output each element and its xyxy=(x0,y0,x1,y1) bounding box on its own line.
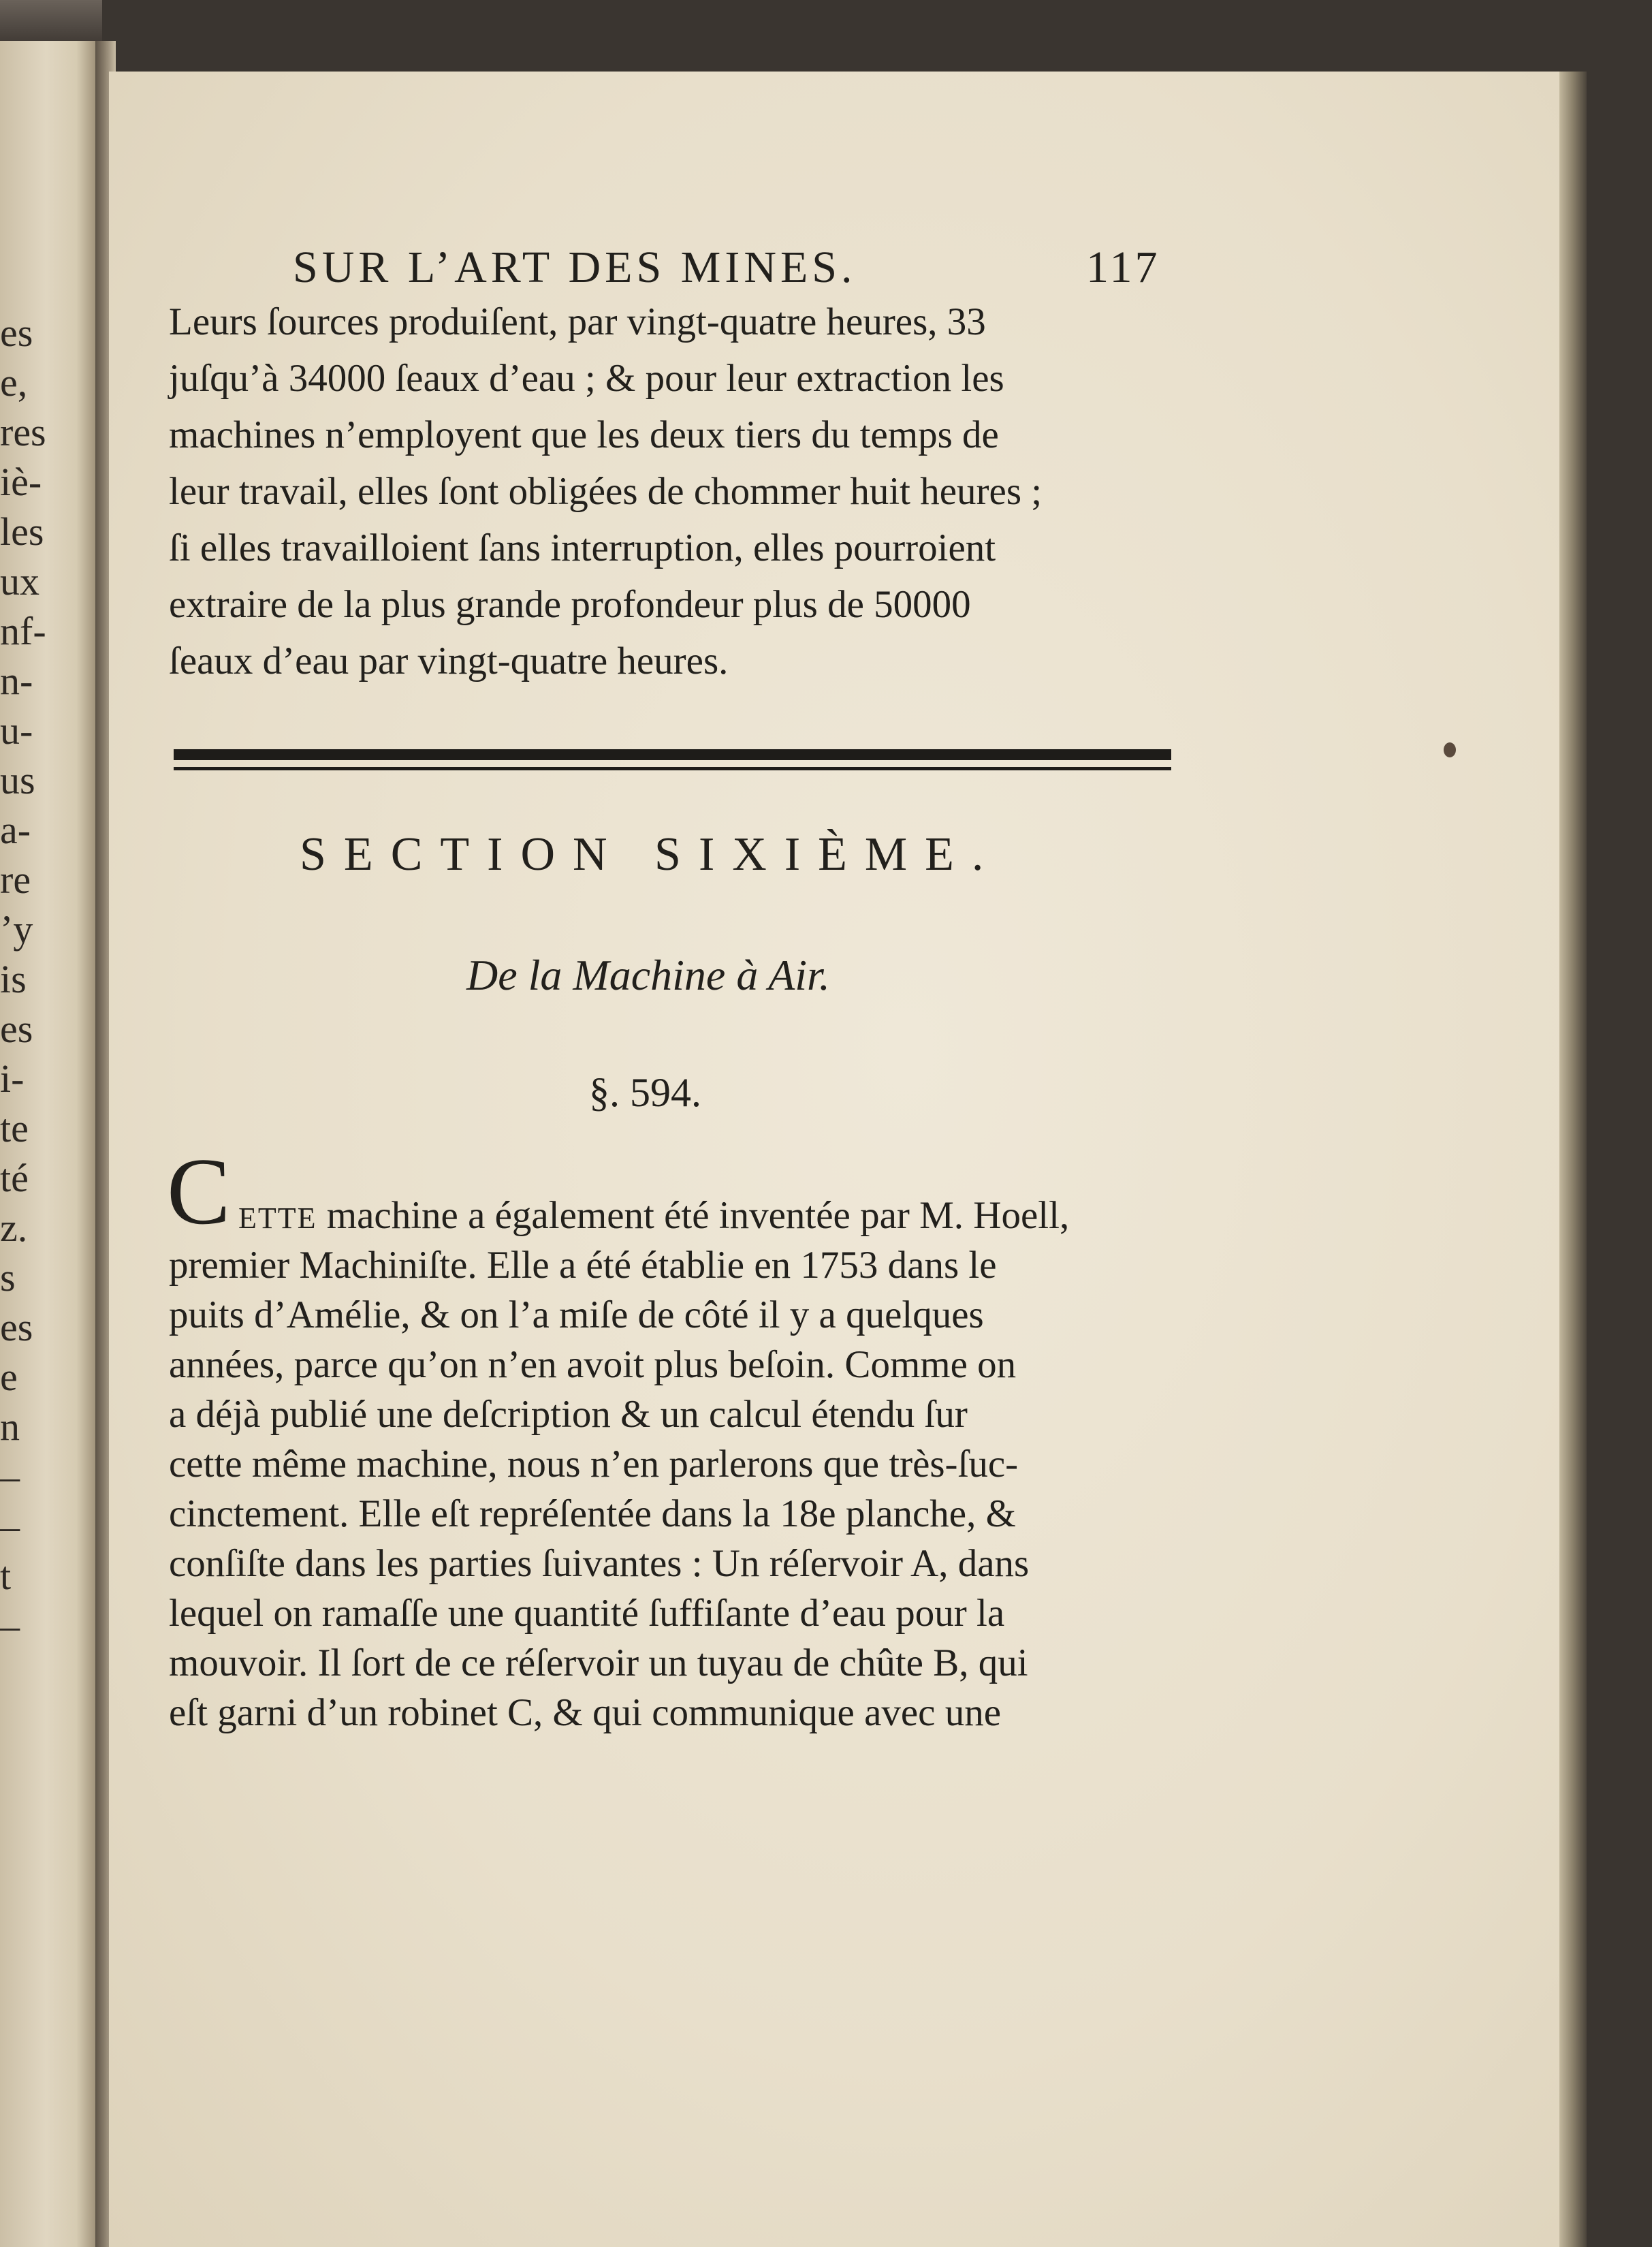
paragraph-line: conſiſte dans les parties ſuivantes : Un réſervoir A, dans xyxy=(169,1542,1030,1585)
first-line-rest: machine a également été inventée par M. Hoell, xyxy=(326,1194,1070,1237)
left-page-fragment: nf- xyxy=(0,609,46,653)
section-number: §. 594. xyxy=(589,1070,701,1115)
left-page-fragment: z. xyxy=(0,1206,28,1250)
left-page-fragment: – xyxy=(0,1454,20,1498)
left-page-fragment: es xyxy=(0,1007,33,1051)
left-page-fragment: iè- xyxy=(0,460,42,504)
left-page-fragment: ’y xyxy=(0,907,33,952)
left-page-fragment: us xyxy=(0,758,35,802)
left-page-fragment: s xyxy=(0,1255,16,1300)
paragraph-line: premier Machiniſte. Elle a été établie en 1753 dans le xyxy=(169,1244,997,1287)
left-page-fragment: res xyxy=(0,410,46,454)
paragraph-line: juſqu’à 34000 ſeaux d’eau ; & pour leur extraction les xyxy=(169,357,1004,400)
running-header-title: SUR L’ART DES MINES. xyxy=(293,242,857,292)
page-number: 117 xyxy=(1086,242,1160,292)
left-page-fragment: a- xyxy=(0,808,31,852)
left-page-fragment: t xyxy=(0,1554,12,1598)
page-stain xyxy=(1444,742,1456,757)
left-page-fragment: i- xyxy=(0,1056,25,1101)
section-title: SECTION SIXIÈME. xyxy=(300,828,1002,881)
paragraph-line: extraire de la plus grande profondeur plus de 50000 xyxy=(169,583,971,626)
section-divider-thick xyxy=(174,749,1171,760)
left-page-fragment: e xyxy=(0,1355,18,1399)
left-page-edge xyxy=(0,41,102,2247)
paragraph-line: mouvoir. Il ſort de ce réſervoir un tuyau de chûte B, qui xyxy=(169,1641,1028,1684)
left-page-fragment: re xyxy=(0,858,31,902)
paragraph-line: cette même machine, nous n’en parlerons que très-ſuc- xyxy=(169,1443,1019,1486)
paragraph-line: machines n’employent que les deux tiers du temps de xyxy=(169,413,999,456)
paragraph-line: a déjà publié une deſcription & un calcul étendu ſur xyxy=(169,1393,968,1436)
paragraph-line: puits d’Amélie, & on l’a miſe de côté il y a quelques xyxy=(169,1293,984,1336)
left-page-fragment: n- xyxy=(0,659,33,703)
left-page-fragment: te xyxy=(0,1106,29,1150)
drop-cap: C xyxy=(167,1139,231,1244)
left-page-fragment: n xyxy=(0,1404,20,1449)
paragraph-line: ſeaux d’eau par vingt-quatre heures. xyxy=(169,640,729,682)
left-page-fragment: – xyxy=(0,1504,20,1548)
section-subtitle: De la Machine à Air. xyxy=(466,951,830,999)
section-divider-thin xyxy=(174,767,1171,770)
left-page-fragment: ux xyxy=(0,559,39,603)
left-page-fragment: té xyxy=(0,1156,29,1200)
paragraph-line: leur travail, elles ſont obligées de chommer huit heures ; xyxy=(169,470,1043,513)
paragraph-line: lequel on ramaſſe une quantité ſuffiſante d’eau pour la xyxy=(169,1592,1005,1635)
paragraph-first-line xyxy=(238,1193,1069,1238)
paragraph-line: Leurs ſources produiſent, par vingt-quatre heures, 33 xyxy=(169,300,986,343)
left-page-fragment: u- xyxy=(0,708,33,753)
paragraph-line: ſi elles travailloient ſans interruption, elles pourroient xyxy=(169,527,996,569)
first-word-smallcaps: ETTE xyxy=(238,1201,317,1235)
left-page-fragment: es xyxy=(0,1305,33,1349)
left-page-fragment: is xyxy=(0,957,27,1001)
paragraph-line: eſt garni d’un robinet C, & qui communique avec une xyxy=(169,1691,1002,1734)
left-page-fragment: les xyxy=(0,509,44,554)
left-page-fragment: – xyxy=(0,1603,20,1648)
left-page-fragment: es xyxy=(0,311,33,355)
paragraph-line: cinctement. Elle eſt repréſentée dans la 18e planche, & xyxy=(169,1492,1016,1535)
page-edge xyxy=(1559,72,1587,2247)
left-page-fragment: e, xyxy=(0,360,28,405)
paragraph-line: années, parce qu’on n’en avoit plus beſoin. Comme on xyxy=(169,1343,1017,1386)
